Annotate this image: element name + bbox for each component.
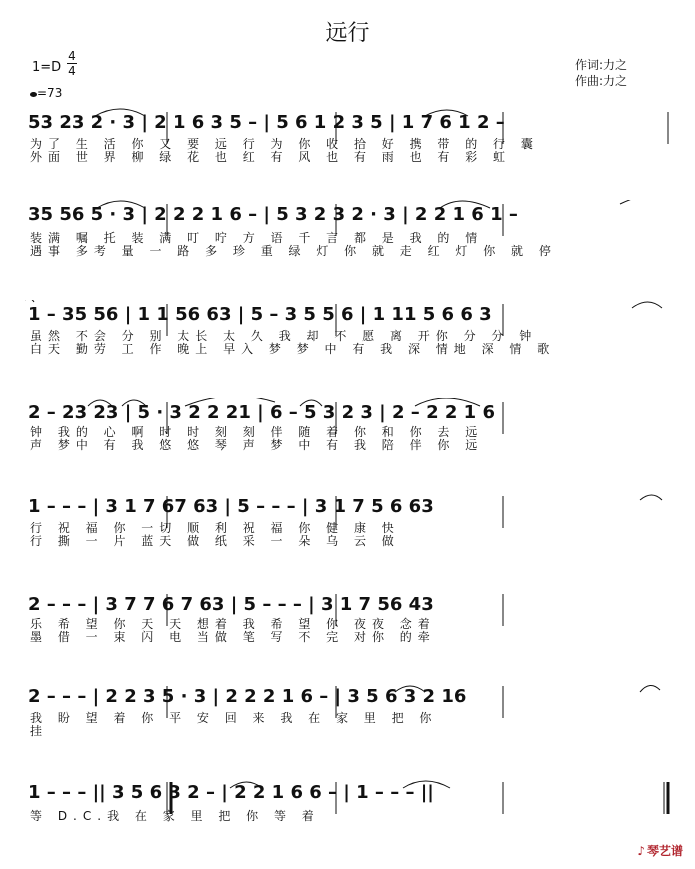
lyric-7b: 挂 xyxy=(30,724,49,738)
tempo-value: =73 xyxy=(37,86,63,100)
system-5 xyxy=(0,494,695,574)
watermark xyxy=(637,842,683,859)
notes-5: 1 – – – | 3 1 7 67 63 | 5 – – – | 3 1 7 5 6 63 xyxy=(28,496,434,517)
time-signature-top: 4 xyxy=(68,49,76,63)
lyric-6b: 墨 借 一 束 闪 电 当做 笔 写 不 完 对你 的牵 xyxy=(30,630,436,644)
lyric-5a: 行 祝 福 你 一切 顺 利 祝 福 你 健 康 快 xyxy=(30,521,400,535)
lyric-1a: 为了 生 活 你 又 要 远 行 为 你 收 拾 好 携 带 的 行 囊 xyxy=(30,137,539,151)
system-4 xyxy=(0,398,695,478)
time-signature xyxy=(67,50,77,77)
notes-7: 2 – – – | 2 2 3 5 · 3 | 2 2 2 1 6 – | 3 5 6 3 2 16 xyxy=(28,686,467,707)
composer-credit: 作曲:力之 xyxy=(575,74,628,88)
notes-8: 1 – – – || 3 5 6 3 2 – | 2 2 1 6 6 – | 1 – – – || xyxy=(28,782,434,803)
song-title: 远行 xyxy=(325,21,370,46)
notes-6: 2 – – – | 3 7 7 6 7 63 | 5 – – – | 3 1 7 56 43 xyxy=(28,594,434,615)
system-2 xyxy=(0,200,695,280)
watermark-text: 琴艺谱 xyxy=(646,844,683,858)
system-7 xyxy=(0,684,695,764)
lyric-7a: 我 盼 望 着 你 平 安 回 来 我 在 家 里 把 你 xyxy=(30,711,438,725)
lyric-1b: 外面 世 界 柳 绿 花 也 红 有 风 也 有 雨 也 有 彩 虹 xyxy=(30,150,512,164)
lyric-2b: 遇事 多考 量 一 路 多 珍 重 绿 灯 你 就 走 红 灯 你 就 停 xyxy=(30,244,557,258)
time-signature-bottom: 4 xyxy=(68,64,76,78)
notes-2: 35 56 5 · 3 | 2 2 2 1 6 – | 5 3 2 3 2 · 3 | 2 2 1 6 1 – xyxy=(28,204,518,225)
notes-3: 1 – 35 56 | 1 1 56 63 | 5 – 3 5 5 6 | 1 11 5 6 6 3 xyxy=(28,304,492,325)
lyricist-credit: 作词:力之 xyxy=(575,58,628,72)
lyric-2a: 装满 嘱 托 装 满 叮 咛 方 语 千 言 都 是 我 的 情 xyxy=(30,231,484,245)
key-signature: 1=D xyxy=(32,60,62,75)
lyric-3b: 白天 勤劳 工 作 晚上 早入 梦 梦 中 有 我 深 情地 深 情 歌 xyxy=(30,342,556,356)
system-3 xyxy=(0,300,695,380)
system-1 xyxy=(0,108,695,188)
system-6 xyxy=(0,592,695,672)
notes-4: 2 – 23 23 | 5 · 3 2 2 21 | 6 – 5 3 2 3 | 2 – 2 2 1 6 xyxy=(28,402,495,423)
lyric-4b: 声 梦中 有 我 悠 悠 琴 声 梦 中 有 我 陪 伴 你 远 xyxy=(30,438,484,452)
lyric-5b: 行 撕 一 片 蓝天 做 纸 采 一 朵 乌 云 做 xyxy=(30,534,400,548)
credits xyxy=(575,57,627,89)
lyric-3a: 虽然 不会 分 别 太长 太 久 我 却 不 愿 离 开你 分 分 钟 xyxy=(30,329,538,343)
system-8 xyxy=(0,780,695,860)
tempo-marking xyxy=(30,86,62,100)
notes-1: 53 23 2 · 3 | 2 1 6 3 5 – | 5 6 1 2 3 5 | 1 7 6 1 2 – xyxy=(28,112,505,133)
lyric-6a: 乐 希 望 你 天 天 想着 我 希 望 你 夜夜 念着 xyxy=(30,617,436,631)
logo-icon: ♪ xyxy=(637,844,645,858)
lyric-8a: 等 D.C.我 在 家 里 把 你 等 着 xyxy=(30,809,320,823)
lyric-4a: 钟 我的 心 啊 时 时 刻 刻 伴 随 着 你 和 你 去 远 xyxy=(30,425,484,439)
quarter-note-icon xyxy=(30,92,37,97)
